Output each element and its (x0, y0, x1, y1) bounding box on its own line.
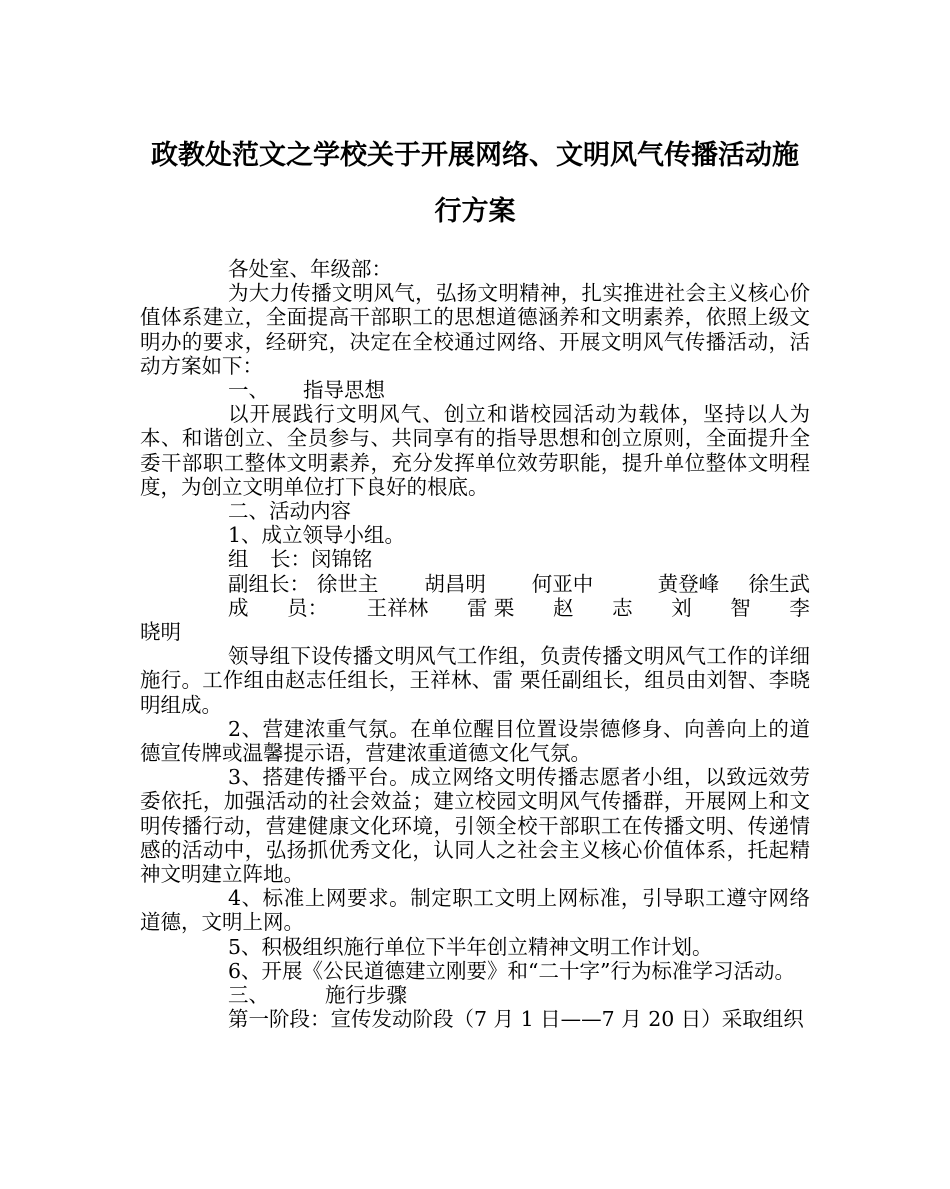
member-name: 王祥林 (366, 595, 429, 620)
leader-label-a: 组 (228, 547, 249, 572)
section-heading-3 (140, 983, 810, 1007)
item-5: 5、积极组织施行单位下半年创立精神文明工作计划。 (228, 934, 713, 959)
members-line (140, 596, 810, 620)
member-name: 赵 (552, 595, 574, 620)
deputy-name: 胡昌明 (424, 571, 486, 596)
members-label-b: 员： (287, 595, 329, 620)
salutation: 各处室、年级部： (228, 257, 392, 281)
guiding-thought-paragraph: 以开展践行文明风气、创立和谐校园活动为载体，坚持以人为本、和谐创立、全员参与、共同享有的指导思想和创立原则，全面提升全委干部职工整体文明素养，充分发挥单位效劳职能，提升单位整体文明程度，为创立文明单位打下良好的根底。 (140, 402, 810, 499)
deputy-line (140, 572, 810, 596)
member-name: 李 (789, 595, 810, 620)
section-heading-1 (140, 378, 810, 402)
deputy-name: 徐世主 (316, 571, 379, 596)
deputy-name: 黄登峰 (657, 571, 720, 596)
document-body (140, 257, 810, 1032)
member-name: 雷 栗 (466, 595, 515, 620)
item-1: 1、成立领导小组。 (228, 523, 406, 548)
item-4: 4、标准上网要求。制定职工文明上网标准，引导职工遵守网络道德，文明上网。 (140, 886, 810, 935)
deputy-label: 副组长： (228, 571, 310, 596)
deputy-name: 何亚中 (531, 571, 594, 596)
leader-line (140, 547, 810, 571)
item-3: 3、搭建传播平台。成立网络文明传播志愿者小组，以致远效劳委依托，加强活动的社会效益；建立校园文明风气传播群，开展网上和文明传播行动，营建健康文化环境，引领全校干部职工在传播文明、传递情感的活动中，弘扬抓优秀文化，认同人之社会主义核心价值体系，托起精神文明建立阵地。 (140, 765, 810, 887)
intro-paragraph: 为大力传播文明风气，弘扬文明精神，扎实推进社会主义核心价值体系建立，全面提高干部职工的思想道德涵养和文明素养，依照上级文明办的要求，经研究，决定在全校通过网络、开展文明风气传播活动，活动方案如下： (140, 281, 810, 378)
document-title (120, 128, 830, 240)
section-number: 三、 (228, 983, 269, 1008)
leader-label-b: 长： (270, 547, 311, 572)
member-name: 智 (730, 595, 751, 620)
section-title: 施行步骤 (325, 983, 407, 1008)
member-name: 志 (612, 595, 633, 620)
title-line-2: 行方案 (434, 196, 516, 227)
work-group-paragraph: 领导组下设传播文明风气工作组，负责传播文明风气工作的详细施行。工作组由赵志任组长，王祥林、雷 栗任副组长，组员由刘智、李晓明组成。 (140, 644, 810, 717)
section-title: 指导思想 (303, 378, 385, 403)
section-heading-2: 二、活动内容 (228, 499, 351, 524)
item-6: 6、开展《公民道德建立刚要》和“二十字”行为标准学习活动。 (228, 958, 796, 983)
item-2: 2、营建浓重气氛。在单位醒目位置设崇德修身、向善向上的道德宣传牌或温馨提示语，营建浓重道德文化气氛。 (140, 716, 810, 766)
section-number: 一、 (228, 378, 269, 403)
deputy-name: 徐生武 (748, 571, 810, 596)
member-name: 刘 (671, 595, 692, 620)
leader-name: 闵锦铭 (311, 547, 373, 572)
members-label-a: 成 (228, 595, 249, 620)
title-line-1: 政教处范文之学校关于开展网络、文明风气传播活动施 (151, 140, 799, 171)
members-wrap: 晓明 (140, 620, 181, 645)
phase-1: 第一阶段：宣传发动阶段（7 月 1 日——7 月 20 日）采取组织 (228, 1007, 804, 1032)
